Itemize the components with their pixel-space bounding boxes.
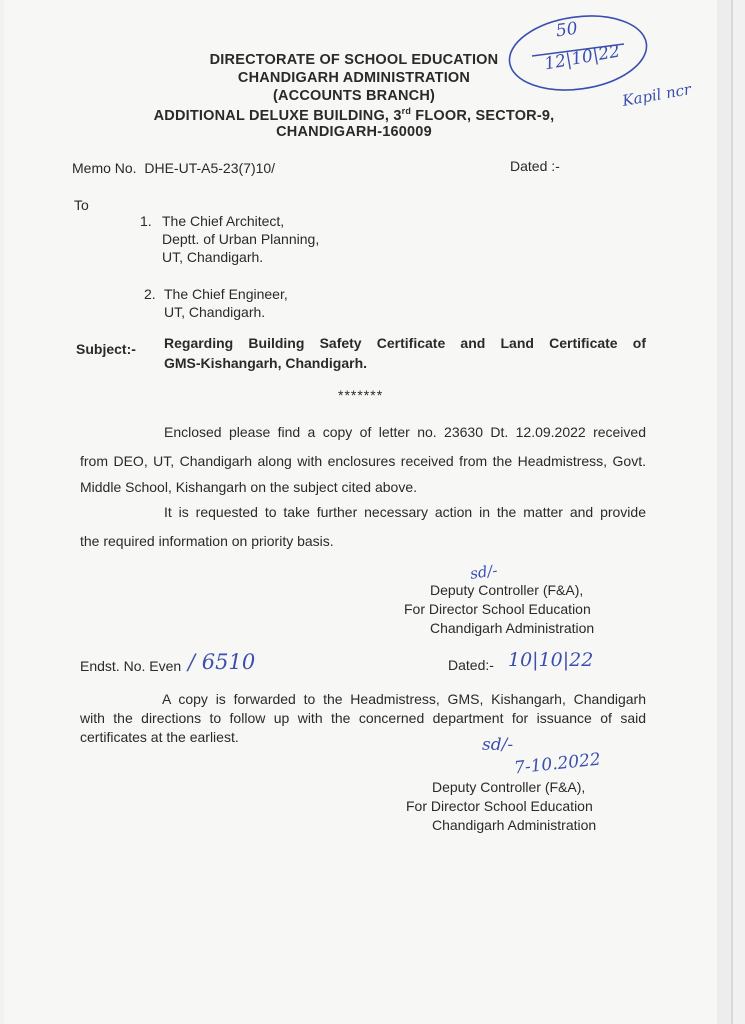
letterhead-line-2: CHANDIGARH ADMINISTRATION bbox=[237, 70, 471, 86]
stamp-number: 50 bbox=[554, 18, 579, 42]
endst-number: / 6510 bbox=[188, 650, 256, 674]
stamp-date: 12|10|22 bbox=[542, 41, 622, 75]
signature-1-line-2: For Director School Education bbox=[404, 601, 591, 617]
letterhead-address: ADDITIONAL DELUXE BUILDING, 3rd FLOOR, SECTOR-9, bbox=[153, 106, 555, 124]
signature-1-line-1: Deputy Controller (F&A), bbox=[430, 582, 584, 598]
signature-1-line-3: Chandigarh Administration bbox=[430, 620, 595, 636]
para3-line-3: certificates at the earliest. bbox=[80, 729, 239, 745]
signature-2-line-2: For Director School Education bbox=[406, 798, 593, 814]
recipient-2-line-2: UT, Chandigarh. bbox=[164, 304, 266, 320]
recipient-1-line-3: UT, Chandigarh. bbox=[162, 249, 264, 265]
letterhead-line-1: DIRECTORATE OF SCHOOL EDUCATION bbox=[209, 52, 499, 68]
para1-line-2: from DEO, UT, Chandigarh along with enclosures received from the Headmistress, Govt. bbox=[80, 453, 646, 469]
recipient-1-line-1: The Chief Architect, bbox=[162, 213, 285, 229]
document-page bbox=[4, 0, 731, 1024]
recipient-2-num: 2. bbox=[144, 286, 156, 302]
para1-line-3: Middle School, Kishangarh on the subject cited above. bbox=[80, 479, 417, 495]
letterhead-city: CHANDIGARH-160009 bbox=[276, 124, 432, 140]
subject-label: Subject:- bbox=[76, 341, 136, 357]
letterhead-line-3: (ACCOUNTS BRANCH) bbox=[272, 88, 436, 104]
signature-2-date: 7-10.2022 bbox=[513, 749, 602, 779]
memo-number: DHE-UT-A5-23(7)10/ bbox=[144, 160, 276, 176]
endst-dated-label: Dated:- bbox=[448, 657, 494, 673]
para2-line-2: the required information on priority basis. bbox=[80, 533, 334, 549]
endst-date: 10|10|22 bbox=[508, 649, 594, 671]
to-label: To bbox=[74, 197, 89, 213]
memo-line: Memo No. DHE-UT-A5-23(7)10/ bbox=[72, 160, 276, 176]
subject-line-2: GMS-Kishangarh, Chandigarh. bbox=[164, 355, 368, 371]
recipient-2-line-1: The Chief Engineer, bbox=[164, 286, 288, 302]
para3-line-1: A copy is forwarded to the Headmistress, GMS, Kishangarh, Chandigarh bbox=[162, 691, 646, 707]
para1-line-1: Enclosed please find a copy of letter no. 23630 Dt. 12.09.2022 received bbox=[164, 424, 646, 440]
memo-dated-label: Dated :- bbox=[510, 158, 560, 174]
signature-1-initials: sd/- bbox=[468, 561, 499, 583]
signature-2-line-1: Deputy Controller (F&A), bbox=[432, 779, 586, 795]
para3-line-2: with the directions to follow up with the concerned department for issuance of said bbox=[80, 710, 646, 726]
recipient-1-num: 1. bbox=[140, 213, 152, 229]
handwritten-note: Kapil ncr bbox=[620, 80, 693, 110]
page-edge bbox=[717, 0, 731, 1024]
signature-2-initials: sd/- bbox=[482, 735, 514, 755]
para2-line-1: It is requested to take further necessary action in the matter and provide bbox=[164, 504, 646, 520]
separator: ******* bbox=[338, 387, 384, 403]
signature-2-line-3: Chandigarh Administration bbox=[432, 817, 597, 833]
endst-label: Endst. No. Even bbox=[80, 658, 182, 674]
recipient-1-line-2: Deptt. of Urban Planning, bbox=[162, 231, 320, 247]
subject-line-1: Regarding Building Safety Certificate and Land Certificate of bbox=[164, 335, 646, 351]
